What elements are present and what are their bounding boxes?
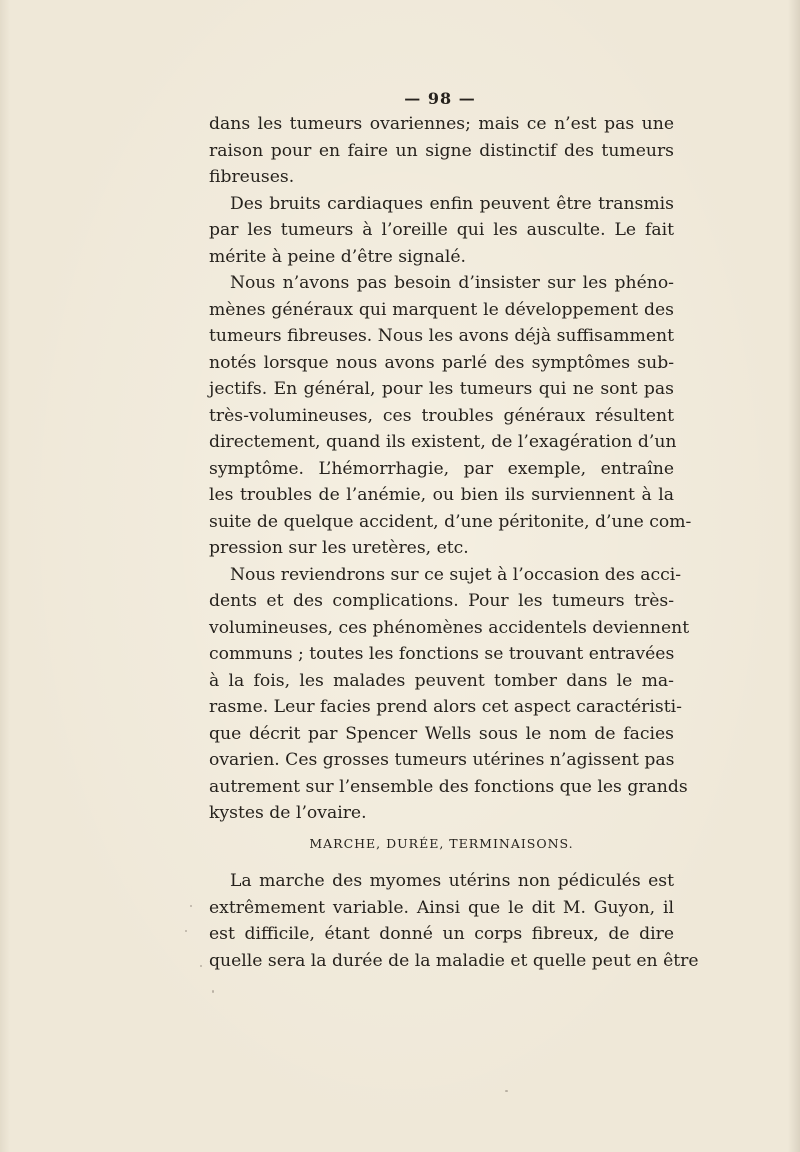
text-line: quelle sera la durée de la maladie et quelle peut en être <box>209 950 699 971</box>
page-edge-right <box>788 0 800 1152</box>
text-line: tumeurs fibreuses. Nous les avons déjà suffisamment <box>209 326 674 346</box>
text-line: est difficile, étant donné un corps fibreux, de dire <box>209 924 674 944</box>
text-line: Des bruits cardiaques enfin peuvent être transmis <box>230 193 674 214</box>
text-line: suite de quelque accident, d’une péritonite, d’une com- <box>209 511 692 532</box>
scan-speck <box>190 905 192 907</box>
text-line: autrement sur l’ensemble des fonctions que les grands <box>209 776 688 797</box>
text-line: communs ; toutes les fonctions se trouvant entravées <box>209 644 675 664</box>
section-heading: MARCHE, DURÉE, TERMINAISONS. <box>309 835 574 851</box>
scan-speck <box>185 930 187 932</box>
scan-speck <box>505 1090 508 1092</box>
text-line: dents et des complications. Pour les tumeurs très- <box>209 591 674 611</box>
text-line: par les tumeurs à l’oreille qui les ausculte. Le fait <box>209 220 674 240</box>
text-line: très-volumineuses, ces troubles généraux résultent <box>209 405 674 426</box>
text-line: directement, quand ils existent, de l’exagération d’un <box>209 432 677 452</box>
text-line: volumineuses, ces phénomènes accidentels deviennent <box>209 617 690 638</box>
text-line: pression sur les uretères, etc. <box>209 538 469 558</box>
text-line: mérite à peine d’être signalé. <box>209 246 466 267</box>
body-text <box>209 111 699 974</box>
page-number: — 98 — <box>404 89 476 108</box>
text-line: Nous reviendrons sur ce sujet à l’occasion des acci- <box>230 564 682 585</box>
page-edge-left <box>0 0 10 1152</box>
text-line: La marche des myomes utérins non pédiculés est <box>230 871 674 891</box>
text-line: fibreuses. <box>209 167 295 187</box>
text-line: ovarien. Ces grosses tumeurs utérines n’agissent pas <box>209 750 675 770</box>
scan-speck <box>200 965 202 967</box>
text-line: raison pour en faire un signe distinctif des tumeurs <box>209 140 674 161</box>
text-line: dans les tumeurs ovariennes; mais ce n’est pas une <box>209 114 674 134</box>
text-line: symptôme. L’hémorrhagie, par exemple, entraîne <box>209 458 674 479</box>
text-line: mènes généraux qui marquent le développement des <box>209 299 674 320</box>
text-line: kystes de l’ovaire. <box>209 803 367 823</box>
text-line: extrêmement variable. Ainsi que le dit M. Guyon, il <box>209 897 674 918</box>
scan-speck <box>212 990 214 993</box>
text-line: rasme. Leur facies prend alors cet aspect caractéristi- <box>209 697 682 717</box>
text-line: à la fois, les malades peuvent tomber dans le ma- <box>209 670 674 691</box>
text-line: les troubles de l’anémie, ou bien ils surviennent à la <box>209 485 674 505</box>
text-line: que décrit par Spencer Wells sous le nom de facies <box>209 723 674 744</box>
text-line: notés lorsque nous avons parlé des symptômes sub- <box>209 352 674 373</box>
text-line: Nous n’avons pas besoin d’insister sur les phéno- <box>230 273 674 293</box>
text-line: jectifs. En général, pour les tumeurs qui ne sont pas <box>209 379 674 399</box>
